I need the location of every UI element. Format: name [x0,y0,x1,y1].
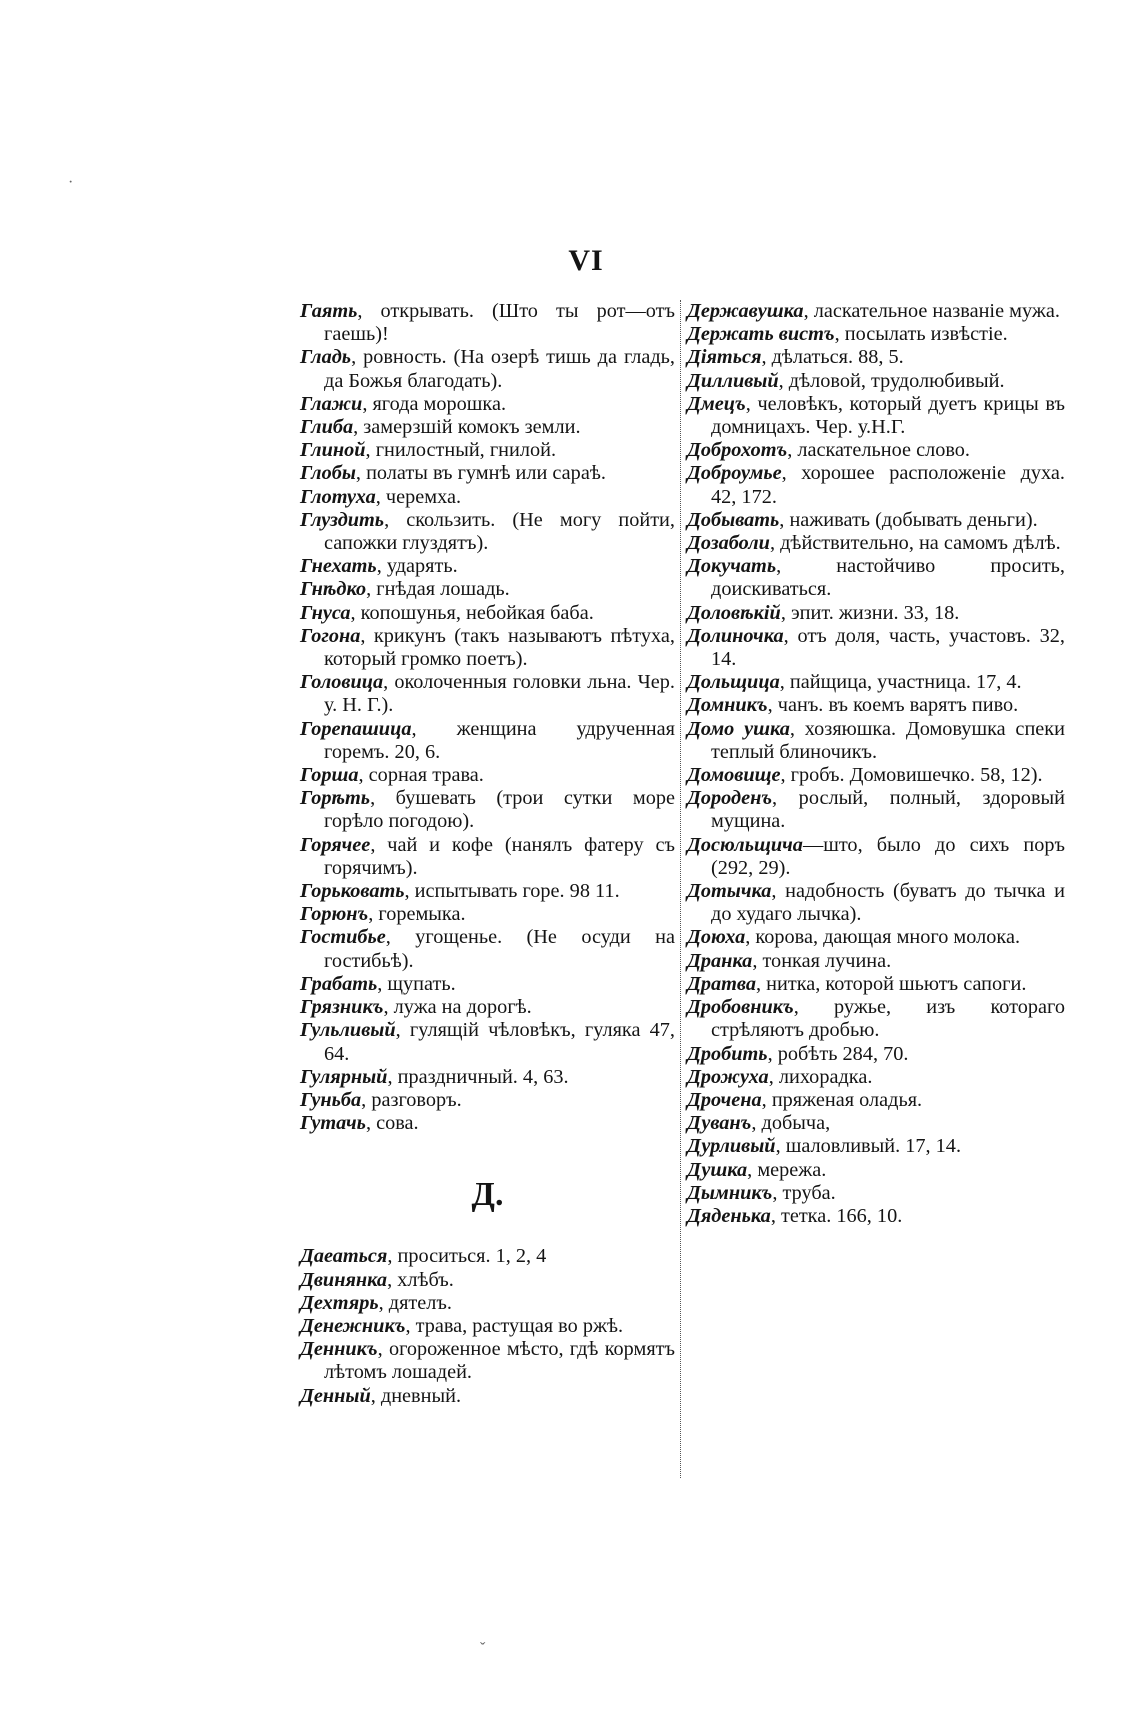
definition: , гнилостный, гнилой. [365,439,557,462]
headword: Денникъ [300,1338,378,1361]
definition: , эпит. жизни. 33, 18. [780,601,960,624]
dictionary-entry [300,1385,675,1408]
definition: —што, было до сихъ поръ (292, 29). [711,833,1065,879]
headword: Денный [300,1384,371,1407]
headword: Дрочена [687,1088,762,1111]
dictionary-entry [687,602,1065,625]
definition: , скользить. (Не могу пойти, сапожки глуздятъ). [324,508,675,555]
headword: Домовище [687,764,781,787]
dictionary-entry [687,555,1065,601]
dictionary-entry [687,1159,1065,1182]
headword: Доловѣкій [687,601,781,624]
headword: Дозаболи [687,532,770,555]
dictionary-entry [687,1043,1065,1066]
headword: Даеаться [300,1245,388,1268]
headword: Діяться [687,346,762,369]
definition: , рослый, полный, здоровый мущина. [711,787,1065,833]
headword: Гаять [300,300,358,322]
dictionary-entry [300,903,675,926]
definition: , разговоръ. [361,1088,462,1111]
page-number: VI [568,244,604,277]
definition: , ружье, изъ котораго стрѣляютъ дробью. [711,996,1065,1042]
definition: , чай и кофе (нанялъ фатеру съ горячимъ). [324,833,675,879]
definition: , сова. [365,1112,419,1135]
headword: Гнуса [300,601,351,624]
headword: Гулярный [300,1065,388,1088]
dictionary-entry [300,578,675,601]
dictionary-entry [300,1066,675,1089]
definition: , робѣть 284, 70. [767,1042,909,1065]
definition: , замерзшій комокъ земли. [353,416,581,439]
scan-speck: ˇ [480,1640,486,1657]
definition: , гнѣдая лошадь. [366,578,510,601]
definition: , дѣйствительно, на самомъ дѣлѣ. [769,532,1061,555]
dictionary-entry [687,950,1065,973]
dictionary-entry [300,764,675,787]
definition: , угощенье. (Не осуди на гостибьѣ). [324,926,675,972]
definition: , пайщица, участница. 17, 4. [779,671,1022,694]
headword: Дилливый [687,369,779,392]
dictionary-entry [300,439,675,462]
scan-speck: · [68,174,74,191]
headword: Дмецъ [687,392,746,415]
dictionary-entry [300,1315,675,1338]
dictionary-entry [687,346,1065,369]
definition: , проситься. 1, 2, 4 [387,1245,547,1268]
definition: , испытывать горе. 98 11. [404,880,620,903]
definition: , корова, дающая много молока. [745,926,1021,949]
headword: Грабать [300,972,378,995]
dictionary-entry [687,996,1065,1042]
headword: Дранка [687,949,753,972]
headword: Двинянка [300,1268,388,1291]
headword: Дуванъ [687,1112,752,1135]
headword: Глиба [300,416,354,439]
definition: , праздничный. 4, 63. [387,1065,569,1088]
headword: Дотычка [687,880,772,903]
definition: , нитка, которой шьютъ сапоги. [755,972,1027,995]
section-letter: Д. [471,1176,504,1214]
headword: Горепашица [300,717,412,740]
definition: , наживать (добывать деньги). [779,508,1038,531]
definition: , лихорадка. [768,1065,873,1088]
headword: Горячее [300,833,371,856]
definition: , околоченныя головки льна. Чер. у. Н. Г.). [324,671,675,717]
headword: Дурливый [687,1135,776,1158]
dictionary-entry [300,393,675,416]
dictionary-entry [300,880,675,903]
definition: , добыча, [751,1112,831,1135]
headword: Грязникъ [300,996,384,1019]
definition: , шаловливый. 17, 14. [775,1135,962,1158]
headword: Гогона [300,624,361,647]
headword: Дымникъ [687,1181,773,1204]
dictionary-entry [300,996,675,1019]
definition: , ласкательное слово. [787,439,970,462]
dictionary-entry [687,393,1065,439]
definition: , тонкая лучина. [752,949,892,972]
definition: , крикунъ (такъ называютъ пѣтуха, который громко поетъ). [324,624,675,671]
definition: , бушевать (трои сутки море горѣло погодою). [324,787,675,833]
headword: Дольщица [687,671,780,694]
entries-g [300,300,675,1135]
headword: Гутачь [300,1112,366,1135]
dictionary-entry [687,1182,1065,1205]
dictionary-entry [300,346,675,392]
dictionary-entry [300,300,675,346]
headword: Денежникъ [300,1314,406,1337]
dictionary-entry [300,416,675,439]
headword: Гостибье [300,926,386,949]
definition: , хорошее расположеніе духа. 42, 172. [711,462,1065,508]
entries-d [300,1245,675,1407]
dictionary-entry [300,1292,675,1315]
dictionary-entry [300,1112,675,1135]
definition: , черемха. [375,485,462,508]
headword: Глуздить [300,508,385,531]
dictionary-entry [687,787,1065,833]
definition: , гулящій чѣловѣкъ, гуляка 47, 64. [324,1019,675,1065]
definition: , дневный. [370,1384,462,1407]
dictionary-entry [687,926,1065,949]
headword: Гуньба [300,1088,362,1111]
headword: Гладь [300,346,352,369]
headword: Дробовникъ [687,996,794,1019]
dictionary-entry [300,926,675,972]
dictionary-entry [687,1089,1065,1112]
dictionary-entry [300,973,675,996]
headword: Гульливый [300,1019,396,1042]
definition: , настойчиво просить, доискиваться. [711,555,1065,601]
dictionary-entry [687,1205,1065,1228]
headword: Гнехать [300,555,377,578]
dictionary-entry [687,1135,1065,1158]
headword: Горша [300,764,359,787]
dictionary-entry [687,880,1065,926]
headword: Досюльщича [687,833,803,856]
headword: Державушка [687,300,804,322]
headword: Домникъ [687,694,768,717]
dictionary-entry [300,671,675,717]
dictionary-entry [300,718,675,764]
definition: , женщина удрученная горемъ. 20, 6. [324,717,675,763]
dictionary-entry [687,834,1065,880]
right-column [687,300,1065,1228]
definition: , отъ доля, часть, участовъ. 32, 14. [711,624,1065,671]
left-column [300,300,675,1408]
dictionary-entry [687,509,1065,532]
dictionary-entry [687,532,1065,555]
definition: , копошунья, небойкая баба. [350,601,594,624]
headword: Дратва [687,972,756,995]
definition: , ровность. (На озерѣ тишь да гладь, да Божья благодать). [324,346,675,392]
definition: , ласкательное названіе мужа. [803,300,1060,322]
dictionary-entry [300,834,675,880]
headword: Доюха [687,926,746,949]
column-divider [680,300,681,1478]
headword: Докучать [687,555,777,578]
headword: Долиночка [687,624,784,647]
definition: , лужа на дорогѣ. [383,996,532,1019]
definition: , труба. [772,1181,836,1204]
headword: Доброхотъ [687,439,788,462]
definition: , горемыка. [368,903,466,926]
dictionary-entry [687,462,1065,508]
definition: , гробъ. Домовишечко. 58, 12). [780,764,1043,787]
headword: Глотуха [300,485,376,508]
headword: Дяденька [687,1204,771,1227]
definition: , ягода морошка. [362,392,507,415]
dictionary-entry [300,462,675,485]
dictionary-entry [687,718,1065,764]
definition: , надобность (буватъ до тычка и до худаго лычка). [711,880,1065,926]
headword: Душка [687,1158,748,1181]
dictionary-entry [687,370,1065,393]
headword: Дороденъ [687,787,773,810]
definition: , дятелъ. [378,1291,452,1314]
definition: , щупать. [377,972,456,995]
definition: , хлѣбъ. [387,1268,454,1291]
definition: , огороженное мѣсто, гдѣ кормятъ лѣтомъ лошадей. [324,1338,675,1384]
headword: Головица [300,671,384,694]
dictionary-entry [687,323,1065,346]
dictionary-entry [300,555,675,578]
dictionary-entry [687,1112,1065,1135]
dictionary-entry [687,625,1065,671]
dictionary-entry [687,694,1065,717]
dictionary-entry [687,973,1065,996]
definition: , открывать. (Што ты рот—отъ гаешь)! [324,300,675,346]
dictionary-entry [687,671,1065,694]
dictionary-entry [300,509,675,555]
headword: Добывать [687,508,780,531]
headword: Гнѣдко [300,578,367,601]
headword: Горьковать [300,880,405,903]
headword: Горѣть [300,787,371,810]
dictionary-entry [300,1269,675,1292]
entries-d-right [687,300,1065,1228]
headword: Держать вистъ [687,323,835,346]
dictionary-entry [300,602,675,625]
headword: Дехтярь [300,1291,379,1314]
dictionary-entry [300,1338,675,1384]
definition: , посылать извѣстіе. [834,323,1008,346]
headword: Доброумье [687,462,782,485]
headword: Домо ушка [687,717,790,740]
definition: , пряженая оладья. [761,1088,923,1111]
definition: , ударять. [376,555,458,578]
definition: , тетка. 166, 10. [770,1204,903,1227]
headword: Дрожуха [687,1065,769,1088]
dictionary-entry [300,787,675,833]
dictionary-entry [300,625,675,671]
dictionary-entry [300,1245,675,1268]
dictionary-entry [300,1089,675,1112]
definition: , чанъ. въ коемъ варятъ пиво. [767,694,1019,717]
definition: , дѣлаться. 88, 5. [761,346,904,369]
definition: , человѣкъ, который дуетъ крицы въ домницахъ. Чер. у.Н.Г. [711,392,1065,439]
definition: , хозяюшка. Домовушка спеки теплый блиночикъ. [711,717,1066,763]
definition: , мережа. [747,1158,827,1181]
definition: , сорная трава. [358,764,484,787]
definition: , трава, растущая во ржѣ. [405,1314,624,1337]
definition: , полаты въ гумнѣ или сараѣ. [355,462,606,485]
dictionary-entry [687,1066,1065,1089]
dictionary-entry [687,439,1065,462]
headword: Горюнъ [300,903,369,926]
dictionary-entry [687,764,1065,787]
dictionary-entry [687,300,1065,323]
dictionary-entry [300,486,675,509]
headword: Глажи [300,392,363,415]
headword: Глиной [300,439,366,462]
definition: , дѣловой, трудолюбивый. [778,369,1005,392]
headword: Дробить [687,1042,768,1065]
dictionary-entry [300,1019,675,1065]
headword: Глобы [300,462,356,485]
